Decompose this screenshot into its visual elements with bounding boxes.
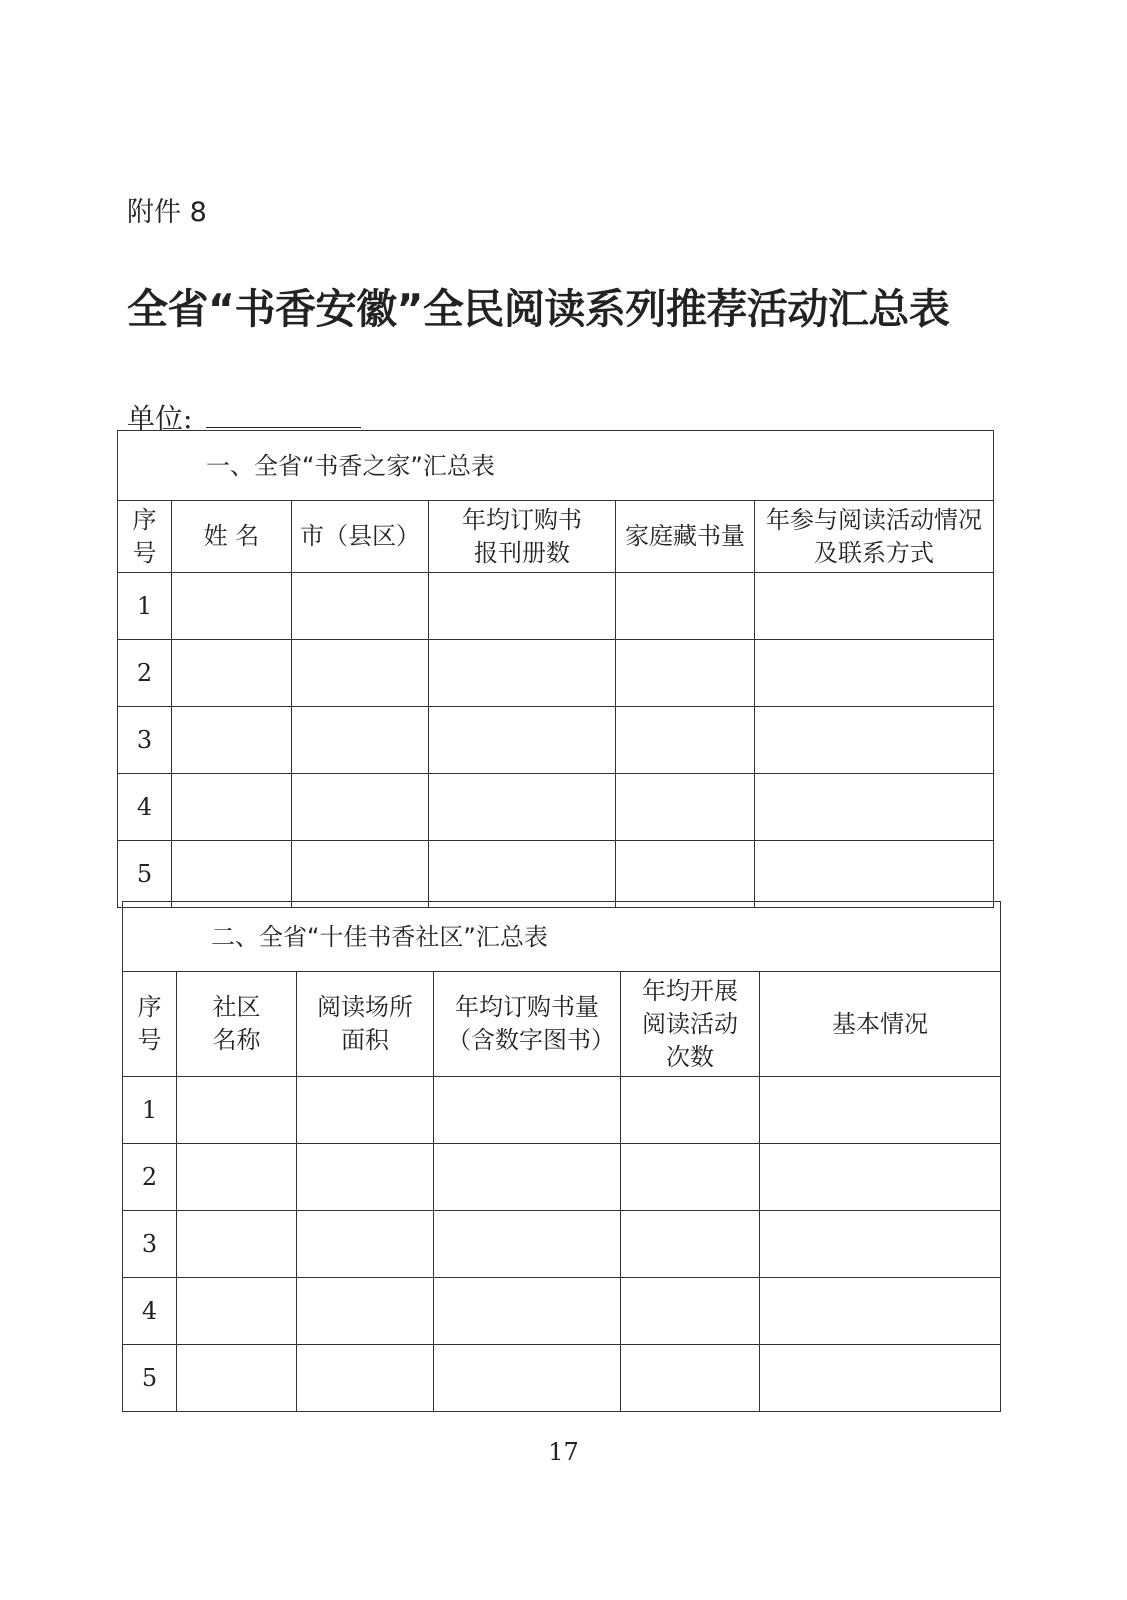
cell-home-books[interactable]	[616, 573, 755, 640]
table1-header-activities-text: 年参与阅读活动情况及联系方式	[766, 505, 983, 567]
table2-header-seq	[123, 972, 177, 1077]
table2-header-subscriptions	[434, 972, 621, 1077]
table1-header-seq	[118, 501, 172, 573]
table2-header-community-text: 社区名称	[212, 993, 261, 1054]
table-row	[123, 1077, 1001, 1144]
row-number: 1	[118, 573, 172, 640]
cell-subscriptions[interactable]	[429, 573, 616, 640]
row-number: 3	[118, 707, 172, 774]
cell-area[interactable]	[297, 1144, 434, 1211]
cell-home-books[interactable]	[616, 707, 755, 774]
cell-city[interactable]	[292, 573, 429, 640]
cell-city[interactable]	[292, 640, 429, 707]
cell-area[interactable]	[297, 1345, 434, 1412]
cell-area[interactable]	[297, 1077, 434, 1144]
cell-subscriptions[interactable]	[434, 1144, 621, 1211]
cell-area[interactable]	[297, 1211, 434, 1278]
cell-activities[interactable]	[755, 640, 994, 707]
cell-name[interactable]	[172, 841, 292, 908]
cell-city[interactable]	[292, 707, 429, 774]
cell-subscriptions[interactable]	[429, 707, 616, 774]
cell-home-books[interactable]	[616, 774, 755, 841]
cell-activity-count[interactable]	[621, 1211, 760, 1278]
row-number: 4	[123, 1278, 177, 1345]
table1-header-subscriptions-text: 年均订购书报刊册数	[462, 505, 582, 567]
row-number: 5	[118, 841, 172, 908]
table2-header-basic-info: 基本情况	[760, 972, 1001, 1077]
cell-community[interactable]	[177, 1345, 297, 1412]
table-row	[118, 841, 994, 908]
cell-activities[interactable]	[755, 573, 994, 640]
table1-header-subscriptions	[429, 501, 616, 573]
cell-name[interactable]	[172, 573, 292, 640]
table2-header-activity-count-text: 年均开展阅读活动次数	[642, 976, 738, 1071]
table-row	[123, 1345, 1001, 1412]
cell-subscriptions[interactable]	[434, 1278, 621, 1345]
cell-name[interactable]	[172, 640, 292, 707]
row-number: 2	[123, 1144, 177, 1211]
page-title: 全省“书香安徽”全民阅读系列推荐活动汇总表	[127, 285, 950, 333]
cell-area[interactable]	[297, 1278, 434, 1345]
attachment-label: 附件 8	[127, 197, 207, 228]
row-number: 1	[123, 1077, 177, 1144]
cell-community[interactable]	[177, 1077, 297, 1144]
cell-basic-info[interactable]	[760, 1077, 1001, 1144]
row-number: 2	[118, 640, 172, 707]
table2-header-activity-count	[621, 972, 760, 1077]
cell-activities[interactable]	[755, 774, 994, 841]
cell-activity-count[interactable]	[621, 1345, 760, 1412]
cell-subscriptions[interactable]	[434, 1211, 621, 1278]
table1-section-title: 一、全省“书香之家”汇总表	[118, 431, 994, 501]
table1-header-home-books: 家庭藏书量	[616, 501, 755, 573]
cell-subscriptions[interactable]	[429, 640, 616, 707]
cell-subscriptions[interactable]	[434, 1077, 621, 1144]
table2-header-subscriptions-text: 年均订购书量（含数字图书）	[447, 993, 615, 1054]
table2-header-seq-text: 序号	[137, 993, 162, 1054]
cell-city[interactable]	[292, 774, 429, 841]
cell-home-books[interactable]	[616, 841, 755, 908]
cell-activities[interactable]	[755, 707, 994, 774]
page-number: 17	[548, 1438, 579, 1466]
cell-activities[interactable]	[755, 841, 994, 908]
table-row	[123, 1278, 1001, 1345]
table1-header-seq-text: 序号	[132, 505, 157, 567]
cell-basic-info[interactable]	[760, 1211, 1001, 1278]
cell-home-books[interactable]	[616, 640, 755, 707]
cell-basic-info[interactable]	[760, 1278, 1001, 1345]
cell-activity-count[interactable]	[621, 1278, 760, 1345]
cell-basic-info[interactable]	[760, 1345, 1001, 1412]
table1-header-activities	[755, 501, 994, 573]
unit-blank-field[interactable]	[206, 407, 361, 428]
table2-header-area-text: 阅读场所面积	[317, 993, 413, 1054]
table2-section-title: 二、全省“十佳书香社区”汇总表	[123, 902, 1001, 972]
table-row	[123, 1144, 1001, 1211]
cell-subscriptions[interactable]	[429, 841, 616, 908]
unit-label: 单位:	[127, 402, 193, 435]
cell-city[interactable]	[292, 841, 429, 908]
table2-header-community	[177, 972, 297, 1077]
row-number: 5	[123, 1345, 177, 1412]
cell-community[interactable]	[177, 1278, 297, 1345]
table-row	[118, 707, 994, 774]
table-row	[123, 1211, 1001, 1278]
table-row	[118, 774, 994, 841]
cell-basic-info[interactable]	[760, 1144, 1001, 1211]
row-number: 3	[123, 1211, 177, 1278]
cell-name[interactable]	[172, 774, 292, 841]
cell-activity-count[interactable]	[621, 1077, 760, 1144]
cell-community[interactable]	[177, 1144, 297, 1211]
table-row	[118, 573, 994, 640]
table2-header-area	[297, 972, 434, 1077]
table1-header-name: 姓 名	[172, 501, 292, 573]
cell-name[interactable]	[172, 707, 292, 774]
row-number: 4	[118, 774, 172, 841]
cell-subscriptions[interactable]	[429, 774, 616, 841]
table-book-families	[117, 430, 994, 908]
cell-activity-count[interactable]	[621, 1144, 760, 1211]
table-book-communities	[122, 901, 1001, 1412]
cell-subscriptions[interactable]	[434, 1345, 621, 1412]
table1-header-city: 市（县区）	[292, 501, 429, 573]
cell-community[interactable]	[177, 1211, 297, 1278]
table-row	[118, 640, 994, 707]
